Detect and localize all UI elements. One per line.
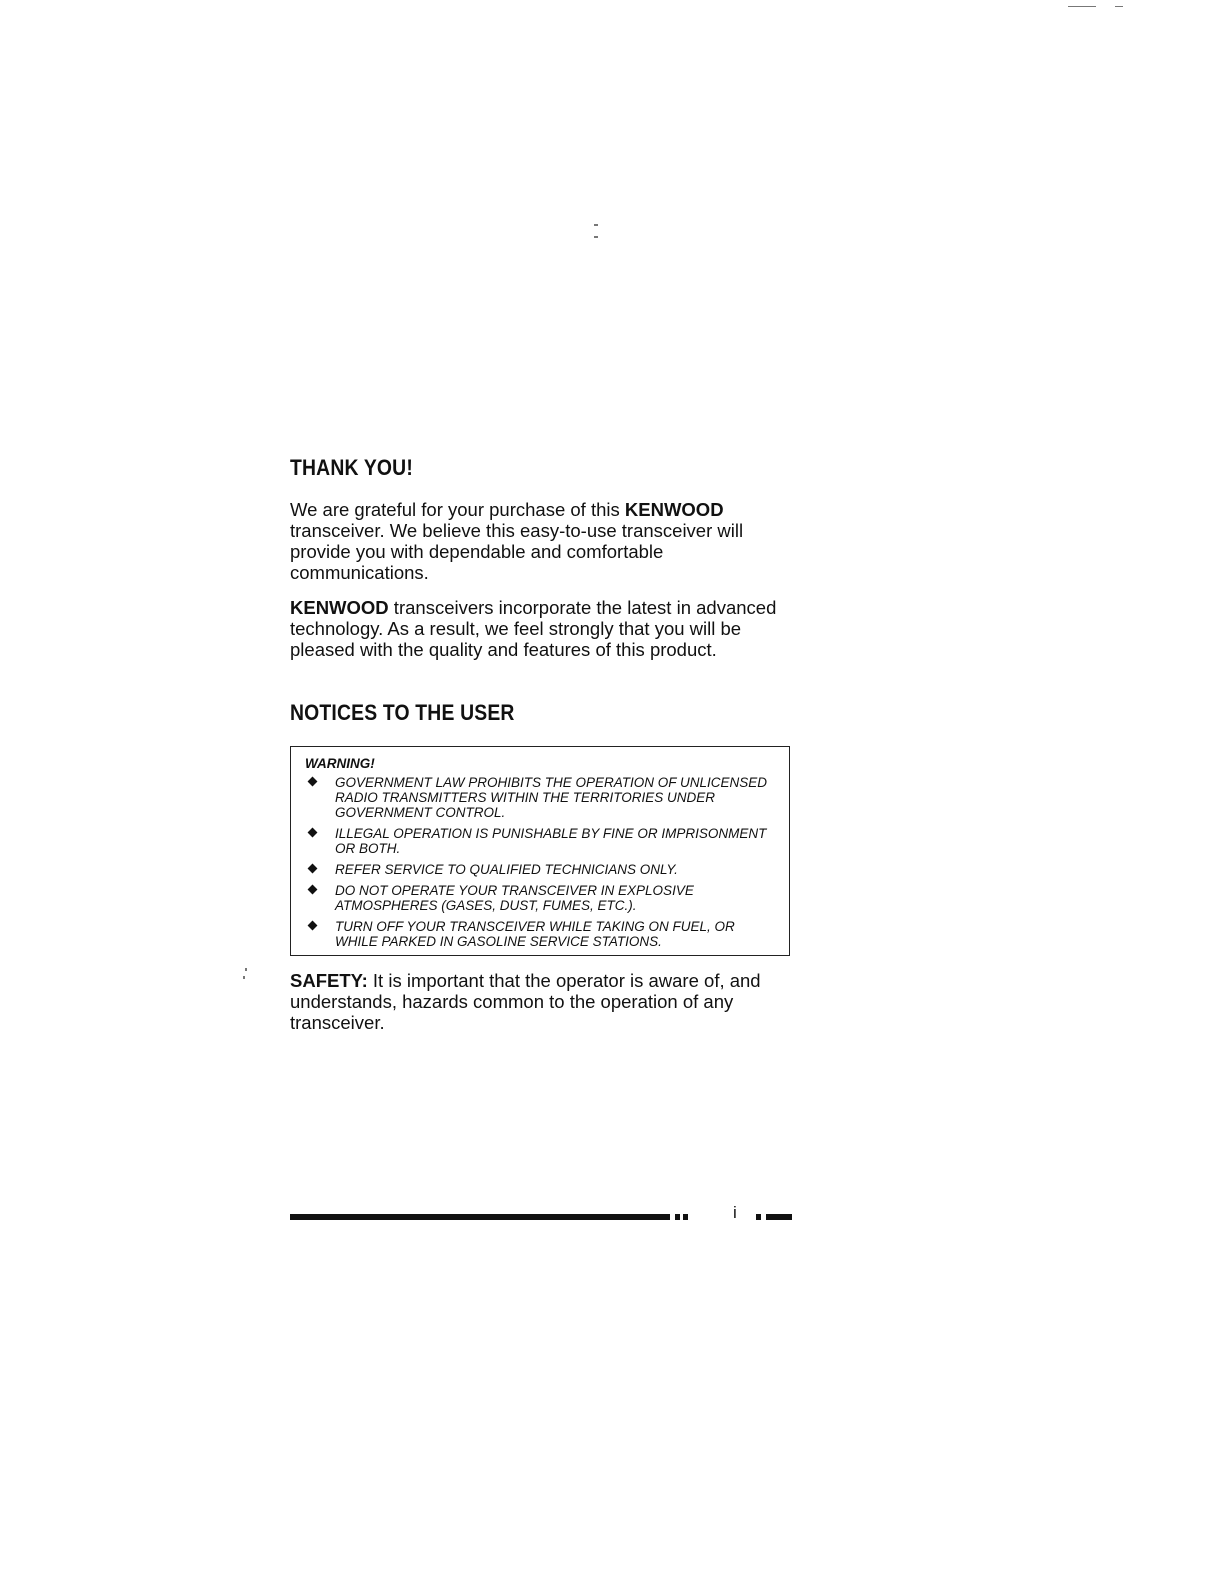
page-number: i	[733, 1203, 737, 1222]
scan-speck	[594, 236, 598, 238]
scan-speck	[1115, 6, 1123, 7]
diamond-bullet-icon	[308, 885, 318, 895]
safety-label: SAFETY:	[290, 970, 368, 991]
scan-speck	[594, 224, 598, 226]
footer-rule-square	[756, 1214, 761, 1220]
diamond-bullet-icon	[308, 864, 318, 874]
thank-you-paragraph-2	[290, 597, 800, 660]
footer-rule-long	[290, 1214, 670, 1220]
footer-rule	[290, 1212, 792, 1222]
scan-speck	[245, 968, 247, 971]
warning-box	[290, 746, 790, 956]
footer-rule-short	[766, 1214, 792, 1220]
brand-name: KENWOOD	[290, 597, 389, 618]
warning-item	[305, 883, 779, 913]
warning-item	[305, 826, 779, 856]
thank-you-paragraph-1	[290, 499, 800, 583]
brand-name: KENWOOD	[624, 499, 724, 520]
warning-list	[305, 775, 779, 949]
warning-text: ILLEGAL OPERATION IS PUNISHABLE BY FINE OR IMPRISONMENT OR BOTH.	[335, 826, 767, 856]
diamond-bullet-icon	[308, 828, 318, 838]
scan-speck	[1068, 6, 1096, 7]
warning-item	[305, 919, 779, 949]
warning-text: DO NOT OPERATE YOUR TRANSCEIVER IN EXPLOSIVE ATMOSPHERES (GASES, DUST, FUMES, ETC.).	[335, 883, 694, 913]
warning-text: GOVERNMENT LAW PROHIBITS THE OPERATION OF UNLICENSED RADIO TRANSMITTERS WITHIN THE TERRITORIES UNDER GOVERNMENT CONTROL.	[335, 775, 768, 820]
diamond-bullet-icon	[308, 921, 318, 931]
warning-item	[305, 775, 779, 820]
paragraph-text: We are grateful for your purchase of this	[290, 499, 625, 520]
notices-heading: NOTICES TO THE USER	[290, 700, 515, 725]
warning-item	[305, 862, 779, 877]
paragraph-text: transceiver. We believe this easy-to-use transceiver will provide you with dependable and comfortable communications.	[290, 520, 744, 583]
warning-title: WARNING!	[305, 756, 375, 771]
diamond-bullet-icon	[308, 777, 318, 787]
safety-paragraph	[290, 970, 800, 1033]
warning-text: REFER SERVICE TO QUALIFIED TECHNICIANS ONLY.	[335, 862, 678, 877]
paragraph-text: transceivers incorporate the latest in advanced technology. As a result, we feel strongly that you will be pleased with the quality and features of this product.	[290, 597, 777, 660]
footer-rule-square	[683, 1214, 688, 1220]
safety-text: It is important that the operator is aware of, and understands, hazards common to the operation of any transceiver.	[290, 970, 761, 1033]
warning-text: TURN OFF YOUR TRANSCEIVER WHILE TAKING ON FUEL, OR WHILE PARKED IN GASOLINE SERVICE STATIONS.	[335, 919, 735, 949]
page-content	[290, 455, 800, 1047]
scan-speck	[243, 976, 245, 979]
thank-you-heading: THANK YOU!	[290, 455, 413, 480]
footer-rule-square	[675, 1214, 680, 1220]
